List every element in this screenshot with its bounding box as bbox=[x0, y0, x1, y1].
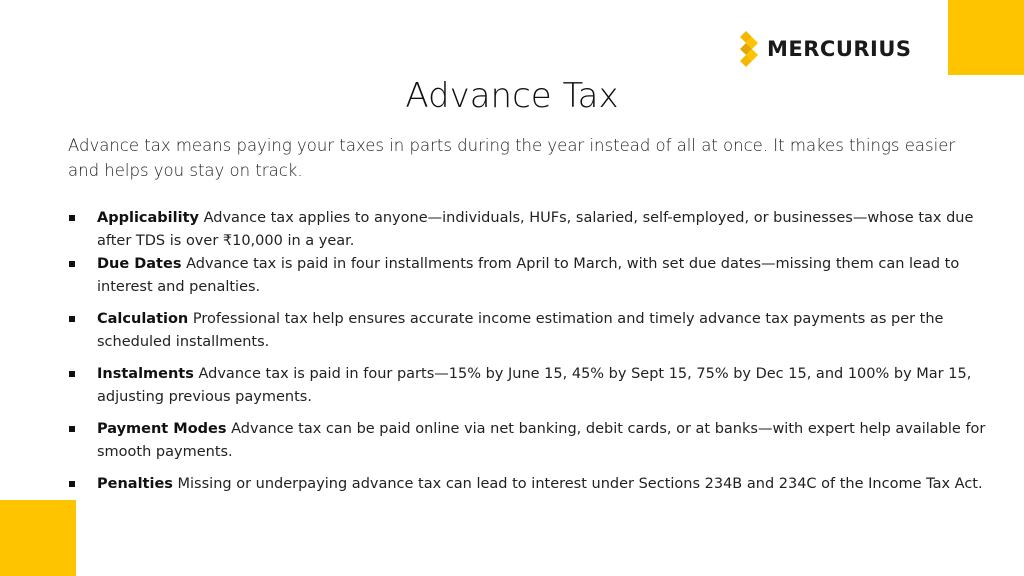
square-bullet-icon bbox=[69, 261, 75, 267]
bullet-term: Instalments bbox=[97, 366, 194, 382]
bullet-term: Penalties bbox=[97, 476, 173, 492]
square-bullet-icon bbox=[69, 371, 75, 377]
slide-title: Advance Tax bbox=[405, 76, 619, 116]
square-bullet-icon bbox=[69, 426, 75, 432]
bullet-applicability bbox=[68, 207, 993, 253]
square-bullet-icon bbox=[69, 316, 75, 322]
bullet-text: Advance tax applies to anyone—individuals, HUFs, salaried, self-employed, or businesses—whose tax due after TDS is over ₹10,000 in a year. bbox=[97, 210, 974, 249]
intro-paragraph: Advance tax means paying your taxes in parts during the year instead of all at once. It makes things easier and helps you stay on track. bbox=[68, 136, 956, 180]
bullet-term: Applicability bbox=[97, 210, 199, 226]
square-bullet-icon bbox=[69, 215, 75, 221]
bullet-text: Missing or underpaying advance tax can lead to interest under Sections 234B and 234C of the Income Tax Act. bbox=[172, 476, 983, 492]
bullet-calculation bbox=[68, 308, 993, 354]
square-bullet-icon bbox=[69, 481, 75, 487]
bullet-payment-modes bbox=[68, 418, 993, 464]
bullet-instalments bbox=[68, 363, 993, 409]
bullet-text: Professional tax help ensures accurate income estimation and timely advance tax payments as per the scheduled installments. bbox=[97, 311, 944, 350]
mercurius-logo-icon bbox=[738, 31, 764, 67]
brand-name: MERCURIUS bbox=[767, 37, 912, 61]
bullet-term: Calculation bbox=[97, 311, 189, 327]
corner-accent-top-right bbox=[948, 0, 1024, 75]
bullet-text: Advance tax is paid in four installments from April to March, with set due dates—missing them can lead to interest and penalties. bbox=[97, 256, 960, 295]
bullet-text: Advance tax can be paid online via net banking, debit cards, or at banks—with expert help available for smooth payments. bbox=[97, 421, 986, 460]
bullet-term: Due Dates bbox=[97, 256, 182, 272]
bullet-text: Advance tax is paid in four parts—15% by June 15, 45% by Sept 15, 75% by Dec 15, and 100% by Mar 15, adjusting previous payments. bbox=[97, 366, 972, 405]
corner-accent-bottom-left bbox=[0, 500, 76, 576]
bullet-term: Payment Modes bbox=[97, 421, 227, 437]
bullet-list bbox=[68, 207, 993, 496]
brand-logo bbox=[738, 31, 912, 67]
bullet-due-dates bbox=[68, 253, 993, 299]
bullet-penalties bbox=[68, 473, 993, 496]
